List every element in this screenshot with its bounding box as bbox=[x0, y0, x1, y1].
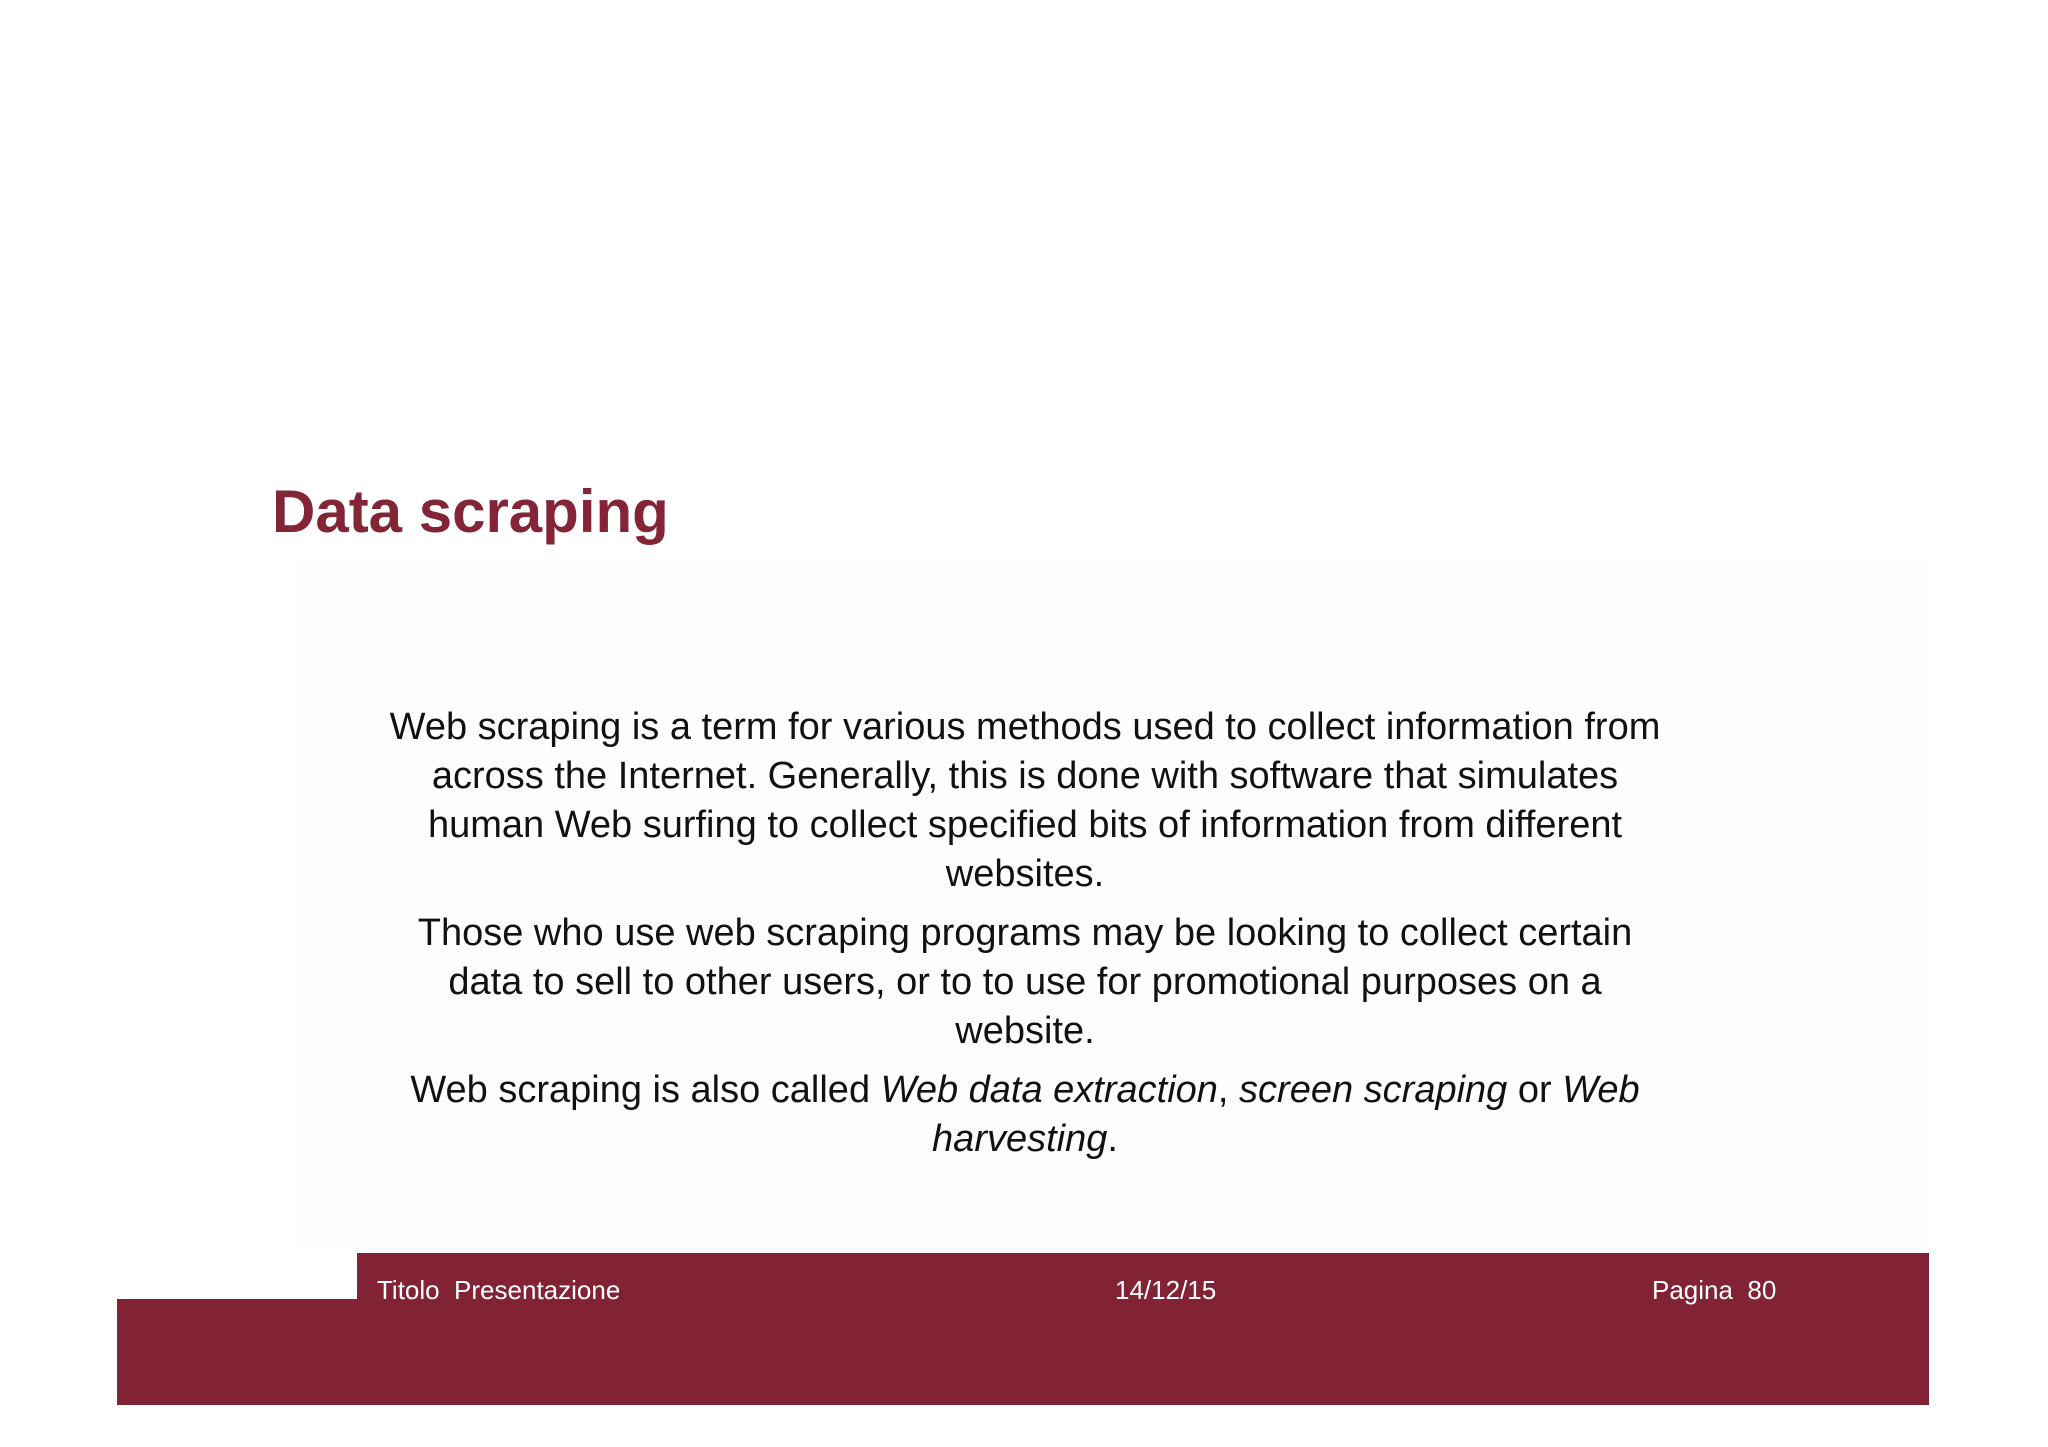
footer-page-number: Pagina 80 bbox=[1652, 1275, 1777, 1305]
slide-body bbox=[380, 703, 1670, 1174]
term-web-data-extraction: Web data extraction bbox=[880, 1069, 1218, 1111]
paragraph-3-or: or bbox=[1507, 1069, 1563, 1111]
slide-title: Data scraping bbox=[272, 478, 669, 545]
paragraph-1-text: Web scraping is a term for various methods used to collect information from across the Internet. Generally, this is done with software that simulates human Web surfing to collect specified bits of information from different websites. bbox=[389, 706, 1661, 895]
paragraph-2-text: Those who use web scraping programs may be looking to collect certain data to sell to other users, or to to use for promotional purposes on a website. bbox=[417, 912, 1633, 1052]
paragraph-3-text: Web scraping is also called bbox=[410, 1069, 881, 1111]
paragraph-3-separator: , bbox=[1217, 1069, 1240, 1111]
footer-left-block bbox=[117, 1299, 367, 1405]
paragraph-3-period: . bbox=[1107, 1118, 1118, 1160]
body-paragraph-2 bbox=[380, 909, 1670, 1056]
body-paragraph-1 bbox=[380, 703, 1670, 899]
term-screen-scraping: screen scraping bbox=[1239, 1069, 1508, 1111]
body-paragraph-3 bbox=[380, 1066, 1670, 1164]
footer-presentation-title: Titolo Presentazione bbox=[377, 1275, 621, 1305]
footer-date: 14/12/15 bbox=[1115, 1275, 1217, 1305]
term-web-harvesting: Web harvesting bbox=[932, 1069, 1640, 1160]
